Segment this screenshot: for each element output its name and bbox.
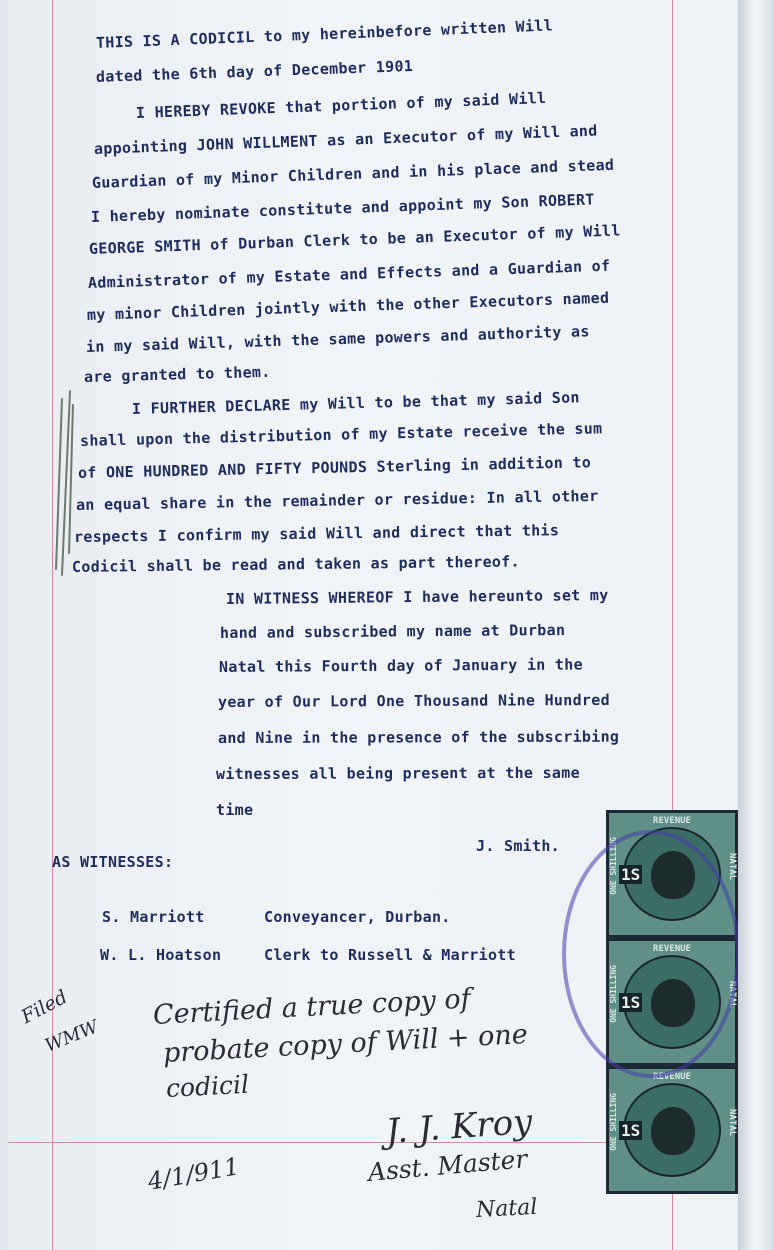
codicil-line: my minor Children jointly with the other Executors named (86, 288, 610, 324)
stamp-value-label: ONE SHILLING (609, 837, 618, 895)
codicil-line: GEORGE SMITH of Durban Clerk to be an Executor of my Will (88, 221, 621, 258)
stamp-denomination: 1S (621, 1121, 641, 1140)
stamp-natal-label: NATAL (727, 981, 737, 1009)
attestation-line: Natal this Fourth day of January in the (218, 655, 583, 676)
witness-role: Conveyancer, Durban. (264, 908, 451, 926)
attestation-line: year of Our Lord One Thousand Nine Hundred (217, 690, 610, 711)
document-page (8, 0, 760, 1250)
page-binding-edge (738, 0, 774, 1250)
stamp-revenue-label: REVENUE (653, 1072, 691, 1082)
witness-name: S. Marriott (102, 908, 205, 926)
certification-date: 4/1/911 (145, 1152, 242, 1196)
handwritten-initials: Filed (17, 985, 72, 1029)
stamp-natal-label: NATAL (727, 853, 737, 881)
codicil-line: I hereby nominate constitute and appoint my Son ROBERT (90, 190, 595, 226)
certification-note: Certified a true copy of (152, 983, 472, 1031)
cancellation-postmark (562, 830, 740, 1078)
stamp-denomination: 1S (621, 993, 641, 1012)
certification-note: codicil (165, 1069, 250, 1103)
stamp-revenue-label: REVENUE (653, 816, 691, 826)
codicil-line: respects I confirm my said Will and direct that this (73, 521, 560, 546)
official-signature: J. J. Kroy (384, 1101, 534, 1152)
codicil-line: I HEREBY REVOKE that portion of my said Will (135, 88, 547, 122)
attestation-line: witnesses all being present at the same (215, 763, 580, 783)
witnesses-heading: AS WITNESSES: (52, 853, 174, 871)
handwritten-initials: WMW (42, 1016, 102, 1057)
stamp-revenue-label: REVENUE (653, 944, 691, 954)
attestation-line: IN WITNESS WHEREOF I have hereunto set my (225, 585, 609, 608)
official-title: Asst. Master (366, 1144, 529, 1187)
testator-signature: J. Smith. (476, 837, 560, 855)
codicil-line: appointing JOHN WILLMENT as an Executor of my Will and (93, 121, 598, 158)
revenue-stamp (606, 1066, 738, 1194)
codicil-line: an equal share in the remainder or residue: In all other (75, 486, 599, 514)
codicil-line: of ONE HUNDRED AND FIFTY POUNDS Sterling in addition to (77, 453, 592, 482)
codicil-line: THIS IS A CODICIL to my hereinbefore written Will (95, 16, 554, 52)
monarch-portrait-icon (651, 1107, 695, 1155)
codicil-line: are granted to them. (83, 362, 271, 386)
revenue-stamps (598, 810, 748, 1200)
stamp-value-label: ONE SHILLING (609, 1093, 618, 1151)
codicil-line: Guardian of my Minor Children and in his place and stead (91, 155, 615, 192)
attestation-line: and Nine in the presence of the subscribing (217, 727, 620, 747)
codicil-line: in my said Will, with the same powers and authority as (85, 322, 590, 356)
codicil-line: I FURTHER DECLARE my Will to be that my said Son (131, 388, 580, 418)
stamp-value-label: ONE SHILLING (609, 965, 618, 1023)
attestation-line: hand and subscribed my name at Durban (219, 620, 566, 642)
codicil-line: Administrator of my Estate and Effects and a Guardian of (87, 256, 611, 292)
official-place: Natal (475, 1194, 538, 1223)
codicil-line: dated the 6th day of December 1901 (95, 56, 414, 86)
attestation-line: time (216, 801, 254, 819)
codicil-line: Codicil shall be read and taken as part thereof. (71, 552, 520, 576)
stamp-denomination: 1S (621, 865, 641, 884)
left-margin-rule (52, 0, 53, 1250)
witness-name: W. L. Hoatson (100, 946, 222, 964)
codicil-line: shall upon the distribution of my Estate receive the sum (79, 419, 603, 450)
witness-role: Clerk to Russell & Marriott (264, 946, 516, 964)
certification-note: probate copy of Will + one (162, 1018, 529, 1069)
stamp-natal-label: NATAL (727, 1109, 737, 1137)
